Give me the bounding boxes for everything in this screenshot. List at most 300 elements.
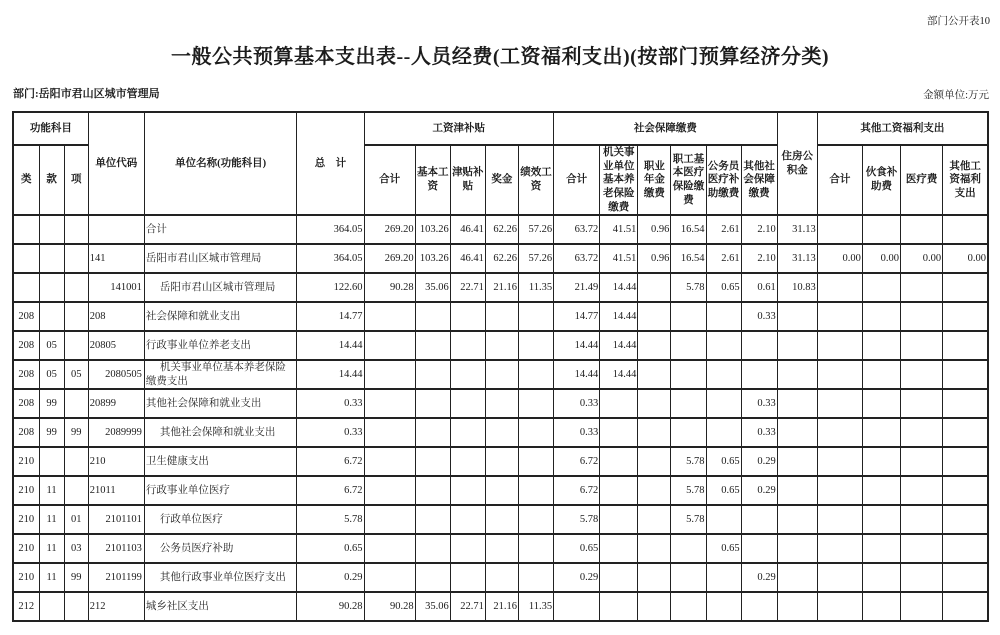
cell-value xyxy=(518,389,553,418)
cell-value xyxy=(485,389,518,418)
header-food-subsidy: 伙食补助费 xyxy=(862,145,900,215)
cell-value xyxy=(862,273,900,302)
table-row xyxy=(13,563,988,592)
cell-value xyxy=(518,447,553,476)
cell-value: 6.72 xyxy=(297,447,364,476)
cell-class: 208 xyxy=(13,302,39,331)
cell-value xyxy=(364,476,415,505)
cell-value: 14.44 xyxy=(600,273,638,302)
cell-value xyxy=(415,302,450,331)
cell-unit-code: 2080505 xyxy=(88,360,144,389)
cell-value: 6.72 xyxy=(554,476,600,505)
cell-value: 35.06 xyxy=(415,592,450,621)
cell-value xyxy=(777,592,817,621)
cell-value: 269.20 xyxy=(364,215,415,244)
cell-value: 0.00 xyxy=(943,244,988,273)
cell-class xyxy=(13,244,39,273)
cell-value xyxy=(943,563,988,592)
cell-value xyxy=(600,592,638,621)
cell-value: 122.60 xyxy=(297,273,364,302)
cell-value: 0.33 xyxy=(554,389,600,418)
cell-value: 0.65 xyxy=(706,273,741,302)
cell-section xyxy=(39,215,64,244)
cell-value: 0.65 xyxy=(297,534,364,563)
cell-unit-code: 2101103 xyxy=(88,534,144,563)
table-body xyxy=(13,215,988,621)
cell-value: 10.83 xyxy=(777,273,817,302)
cell-value xyxy=(706,505,741,534)
cell-value: 90.28 xyxy=(297,592,364,621)
cell-unit-name: 其他行政事业单位医疗支出 xyxy=(144,563,296,592)
cell-value: 0.33 xyxy=(297,418,364,447)
cell-value: 31.13 xyxy=(777,244,817,273)
cell-value xyxy=(943,331,988,360)
cell-value xyxy=(817,331,862,360)
cell-value xyxy=(862,447,900,476)
cell-value xyxy=(862,418,900,447)
header-func-group: 功能科目 xyxy=(13,112,88,145)
cell-value xyxy=(862,360,900,389)
cell-value: 14.44 xyxy=(600,331,638,360)
cell-section: 11 xyxy=(39,534,64,563)
cell-unit-code: 21011 xyxy=(88,476,144,505)
cell-value xyxy=(518,476,553,505)
cell-value: 11.35 xyxy=(518,592,553,621)
cell-value xyxy=(450,360,485,389)
cell-value xyxy=(777,418,817,447)
cell-class: 212 xyxy=(13,592,39,621)
cell-item xyxy=(64,215,88,244)
header-base-salary: 基本工资 xyxy=(415,145,450,215)
cell-section: 99 xyxy=(39,418,64,447)
cell-value: 90.28 xyxy=(364,592,415,621)
cell-value xyxy=(638,592,671,621)
cell-value xyxy=(777,534,817,563)
cell-unit-code: 2101199 xyxy=(88,563,144,592)
cell-value xyxy=(817,563,862,592)
cell-value: 5.78 xyxy=(671,505,706,534)
cell-value xyxy=(817,534,862,563)
cell-value: 14.44 xyxy=(297,331,364,360)
cell-class: 208 xyxy=(13,360,39,389)
cell-value xyxy=(485,360,518,389)
cell-value: 0.29 xyxy=(297,563,364,592)
cell-value xyxy=(364,331,415,360)
cell-section: 11 xyxy=(39,505,64,534)
cell-value: 0.65 xyxy=(706,447,741,476)
cell-value xyxy=(415,476,450,505)
cell-value: 14.44 xyxy=(297,360,364,389)
cell-value xyxy=(706,360,741,389)
table-row xyxy=(13,360,988,389)
cell-unit-code: 210 xyxy=(88,447,144,476)
cell-value xyxy=(862,563,900,592)
cell-value: 16.54 xyxy=(671,215,706,244)
cell-unit-name: 城乡社区支出 xyxy=(144,592,296,621)
cell-value: 6.72 xyxy=(297,476,364,505)
cell-value xyxy=(600,447,638,476)
cell-value xyxy=(862,592,900,621)
cell-section xyxy=(39,592,64,621)
cell-item xyxy=(64,592,88,621)
cell-section: 05 xyxy=(39,360,64,389)
cell-value xyxy=(817,592,862,621)
cell-section: 11 xyxy=(39,476,64,505)
cell-section: 99 xyxy=(39,389,64,418)
cell-value xyxy=(450,505,485,534)
cell-value xyxy=(777,476,817,505)
table-row xyxy=(13,273,988,302)
cell-unit-code: 2101101 xyxy=(88,505,144,534)
cell-value xyxy=(485,476,518,505)
cell-value xyxy=(600,563,638,592)
cell-value xyxy=(706,592,741,621)
cell-class: 210 xyxy=(13,476,39,505)
cell-value xyxy=(862,389,900,418)
cell-value xyxy=(901,389,943,418)
cell-class: 210 xyxy=(13,563,39,592)
header-total: 总 计 xyxy=(297,112,364,215)
cell-value: 0.96 xyxy=(638,215,671,244)
cell-value: 0.96 xyxy=(638,244,671,273)
page-title: 一般公共预算基本支出表--人员经费(工资福利支出)(按部门预算经济分类) xyxy=(171,46,829,68)
cell-value: 2.61 xyxy=(706,244,741,273)
cell-value: 0.33 xyxy=(741,389,777,418)
cell-value xyxy=(901,215,943,244)
cell-value: 63.72 xyxy=(554,244,600,273)
cell-value xyxy=(901,273,943,302)
cell-value: 6.72 xyxy=(554,447,600,476)
cell-value: 0.65 xyxy=(554,534,600,563)
header-civil-servant-medical: 公务员医疗补助缴费 xyxy=(706,145,741,215)
header-salary-group: 工资津补贴 xyxy=(364,112,554,145)
cell-value xyxy=(817,389,862,418)
cell-value xyxy=(638,534,671,563)
cell-value xyxy=(777,360,817,389)
cell-value xyxy=(777,505,817,534)
cell-value xyxy=(943,505,988,534)
cell-item xyxy=(64,331,88,360)
cell-value xyxy=(706,331,741,360)
header-other-welfare: 其他工资福利支出 xyxy=(943,145,988,215)
cell-class: 210 xyxy=(13,447,39,476)
cell-value: 41.51 xyxy=(600,244,638,273)
header-bonus: 奖金 xyxy=(485,145,518,215)
cell-value: 5.78 xyxy=(671,476,706,505)
cell-value xyxy=(943,418,988,447)
cell-value xyxy=(638,389,671,418)
cell-value xyxy=(638,418,671,447)
cell-value xyxy=(364,389,415,418)
cell-value xyxy=(943,447,988,476)
cell-value xyxy=(518,360,553,389)
cell-value xyxy=(817,447,862,476)
cell-value xyxy=(450,418,485,447)
cell-value xyxy=(901,505,943,534)
cell-section xyxy=(39,447,64,476)
cell-unit-code: 141001 xyxy=(88,273,144,302)
cell-value xyxy=(364,563,415,592)
cell-value: 5.78 xyxy=(297,505,364,534)
header-pension-insurance: 机关事业单位基本养老保险缴费 xyxy=(600,145,638,215)
cell-value: 11.35 xyxy=(518,273,553,302)
cell-value xyxy=(364,302,415,331)
cell-value xyxy=(817,360,862,389)
table-row xyxy=(13,215,988,244)
cell-value: 57.26 xyxy=(518,215,553,244)
cell-value: 22.71 xyxy=(450,592,485,621)
cell-class xyxy=(13,215,39,244)
cell-value xyxy=(638,331,671,360)
cell-value xyxy=(901,476,943,505)
cell-value xyxy=(638,273,671,302)
cell-value xyxy=(901,592,943,621)
cell-value xyxy=(901,302,943,331)
cell-value xyxy=(450,534,485,563)
table-row xyxy=(13,418,988,447)
table-row xyxy=(13,505,988,534)
cell-value xyxy=(741,331,777,360)
cell-value xyxy=(518,302,553,331)
cell-value: 0.29 xyxy=(741,447,777,476)
cell-value xyxy=(450,389,485,418)
cell-unit-name: 机关事业单位基本养老保险缴费支出 xyxy=(144,360,296,389)
cell-value xyxy=(450,447,485,476)
cell-value xyxy=(415,447,450,476)
cell-section xyxy=(39,273,64,302)
cell-item: 01 xyxy=(64,505,88,534)
cell-value xyxy=(415,331,450,360)
cell-value xyxy=(600,505,638,534)
cell-value xyxy=(777,331,817,360)
cell-value xyxy=(671,534,706,563)
cell-value: 2.61 xyxy=(706,215,741,244)
cell-value: 103.26 xyxy=(415,215,450,244)
cell-value: 0.65 xyxy=(706,534,741,563)
cell-value: 62.26 xyxy=(485,215,518,244)
cell-value: 14.77 xyxy=(554,302,600,331)
cell-value: 46.41 xyxy=(450,215,485,244)
cell-value xyxy=(706,302,741,331)
cell-section xyxy=(39,302,64,331)
header-section: 款 xyxy=(39,145,64,215)
cell-value xyxy=(518,418,553,447)
cell-value xyxy=(671,389,706,418)
cell-unit-name: 岳阳市君山区城市管理局 xyxy=(144,273,296,302)
cell-value xyxy=(364,360,415,389)
cell-value xyxy=(671,360,706,389)
cell-class: 208 xyxy=(13,389,39,418)
cell-section: 11 xyxy=(39,563,64,592)
header-item: 项 xyxy=(64,145,88,215)
cell-value xyxy=(415,563,450,592)
cell-value: 0.29 xyxy=(554,563,600,592)
cell-value xyxy=(777,447,817,476)
cell-value xyxy=(485,505,518,534)
cell-value xyxy=(706,418,741,447)
cell-value xyxy=(817,273,862,302)
header-housing-fund: 住房公积金 xyxy=(777,112,817,215)
cell-value xyxy=(671,563,706,592)
cell-value: 0.00 xyxy=(862,244,900,273)
cell-value: 14.44 xyxy=(554,331,600,360)
cell-value: 14.44 xyxy=(600,360,638,389)
header-unit-code: 单位代码 xyxy=(88,112,144,215)
cell-value: 41.51 xyxy=(600,215,638,244)
cell-unit-name: 行政事业单位医疗 xyxy=(144,476,296,505)
cell-value xyxy=(901,563,943,592)
cell-class: 210 xyxy=(13,534,39,563)
cell-value xyxy=(638,360,671,389)
cell-value xyxy=(862,302,900,331)
cell-value: 16.54 xyxy=(671,244,706,273)
cell-value xyxy=(415,534,450,563)
cell-unit-name: 行政事业单位养老支出 xyxy=(144,331,296,360)
cell-value xyxy=(817,302,862,331)
cell-section: 05 xyxy=(39,331,64,360)
header-medical-insurance: 职工基本医疗保险缴费 xyxy=(671,145,706,215)
cell-value xyxy=(817,418,862,447)
cell-value xyxy=(901,418,943,447)
header-unit-name: 单位名称(功能科目) xyxy=(144,112,296,215)
cell-value xyxy=(600,476,638,505)
cell-value: 364.05 xyxy=(297,215,364,244)
cell-value xyxy=(364,418,415,447)
table-row xyxy=(13,447,988,476)
cell-class xyxy=(13,273,39,302)
cell-item xyxy=(64,447,88,476)
header-group-row xyxy=(13,112,988,145)
cell-value: 57.26 xyxy=(518,244,553,273)
cell-unit-code: 20899 xyxy=(88,389,144,418)
cell-unit-name: 其他社会保障和就业支出 xyxy=(144,389,296,418)
table-row xyxy=(13,389,988,418)
cell-unit-code: 2089999 xyxy=(88,418,144,447)
cell-unit-name: 卫生健康支出 xyxy=(144,447,296,476)
cell-value xyxy=(862,505,900,534)
cell-unit-name: 公务员医疗补助 xyxy=(144,534,296,563)
cell-value xyxy=(485,302,518,331)
cell-item xyxy=(64,244,88,273)
cell-class: 208 xyxy=(13,331,39,360)
cell-value: 22.71 xyxy=(450,273,485,302)
cell-value xyxy=(943,360,988,389)
cell-value: 35.06 xyxy=(415,273,450,302)
cell-item: 99 xyxy=(64,563,88,592)
cell-value xyxy=(862,215,900,244)
cell-value xyxy=(600,534,638,563)
cell-value xyxy=(485,447,518,476)
cell-value xyxy=(817,215,862,244)
cell-value: 90.28 xyxy=(364,273,415,302)
cell-value: 2.10 xyxy=(741,244,777,273)
table-row xyxy=(13,476,988,505)
cell-value: 0.33 xyxy=(741,302,777,331)
cell-value xyxy=(600,418,638,447)
cell-value xyxy=(415,418,450,447)
cell-unit-name: 合计 xyxy=(144,215,296,244)
budget-table xyxy=(12,111,989,622)
cell-value xyxy=(600,389,638,418)
cell-value xyxy=(741,505,777,534)
cell-value: 0.33 xyxy=(554,418,600,447)
cell-value xyxy=(862,534,900,563)
header-performance-pay: 绩效工资 xyxy=(518,145,553,215)
header-other-social: 其他社会保障缴费 xyxy=(741,145,777,215)
cell-value: 0.61 xyxy=(741,273,777,302)
cell-value xyxy=(485,563,518,592)
cell-item xyxy=(64,476,88,505)
cell-value: 5.78 xyxy=(671,447,706,476)
cell-value: 2.10 xyxy=(741,215,777,244)
cell-unit-code: 208 xyxy=(88,302,144,331)
cell-value xyxy=(741,592,777,621)
cell-value: 0.29 xyxy=(741,563,777,592)
cell-value: 0.33 xyxy=(297,389,364,418)
cell-unit-name: 岳阳市君山区城市管理局 xyxy=(144,244,296,273)
cell-value: 14.44 xyxy=(600,302,638,331)
cell-value xyxy=(741,360,777,389)
cell-value xyxy=(943,389,988,418)
dept-label: 部门:岳阳市君山区城市管理局 xyxy=(13,88,160,100)
cell-section xyxy=(39,244,64,273)
cell-value xyxy=(364,534,415,563)
cell-value xyxy=(901,534,943,563)
cell-value xyxy=(518,534,553,563)
cell-value xyxy=(943,592,988,621)
cell-value xyxy=(450,476,485,505)
cell-value xyxy=(671,418,706,447)
cell-value xyxy=(450,302,485,331)
cell-unit-code: 20805 xyxy=(88,331,144,360)
header-other-group: 其他工资福利支出 xyxy=(817,112,988,145)
cell-value xyxy=(901,331,943,360)
cell-value: 0.33 xyxy=(741,418,777,447)
cell-value xyxy=(777,302,817,331)
cell-value xyxy=(671,592,706,621)
cell-value: 21.16 xyxy=(485,273,518,302)
cell-value: 103.26 xyxy=(415,244,450,273)
cell-value: 21.16 xyxy=(485,592,518,621)
cell-value xyxy=(943,215,988,244)
cell-value xyxy=(901,447,943,476)
cell-value: 0.65 xyxy=(706,476,741,505)
cell-value xyxy=(518,505,553,534)
cell-item: 99 xyxy=(64,418,88,447)
cell-value xyxy=(706,563,741,592)
cell-value xyxy=(862,476,900,505)
cell-value xyxy=(706,389,741,418)
cell-value xyxy=(817,505,862,534)
cell-value xyxy=(415,360,450,389)
table-row xyxy=(13,534,988,563)
cell-unit-code: 212 xyxy=(88,592,144,621)
cell-value xyxy=(364,505,415,534)
cell-value xyxy=(817,476,862,505)
cell-value xyxy=(943,273,988,302)
header-occupational-annuity: 职业年金缴费 xyxy=(638,145,671,215)
cell-value: 14.77 xyxy=(297,302,364,331)
cell-value xyxy=(638,447,671,476)
cell-unit-name: 行政单位医疗 xyxy=(144,505,296,534)
doc-label: 部门公开表10 xyxy=(927,16,990,27)
cell-value xyxy=(777,389,817,418)
cell-value xyxy=(943,302,988,331)
cell-value xyxy=(741,534,777,563)
header-social-group: 社会保障缴费 xyxy=(554,112,778,145)
cell-value xyxy=(671,302,706,331)
cell-value: 14.44 xyxy=(554,360,600,389)
